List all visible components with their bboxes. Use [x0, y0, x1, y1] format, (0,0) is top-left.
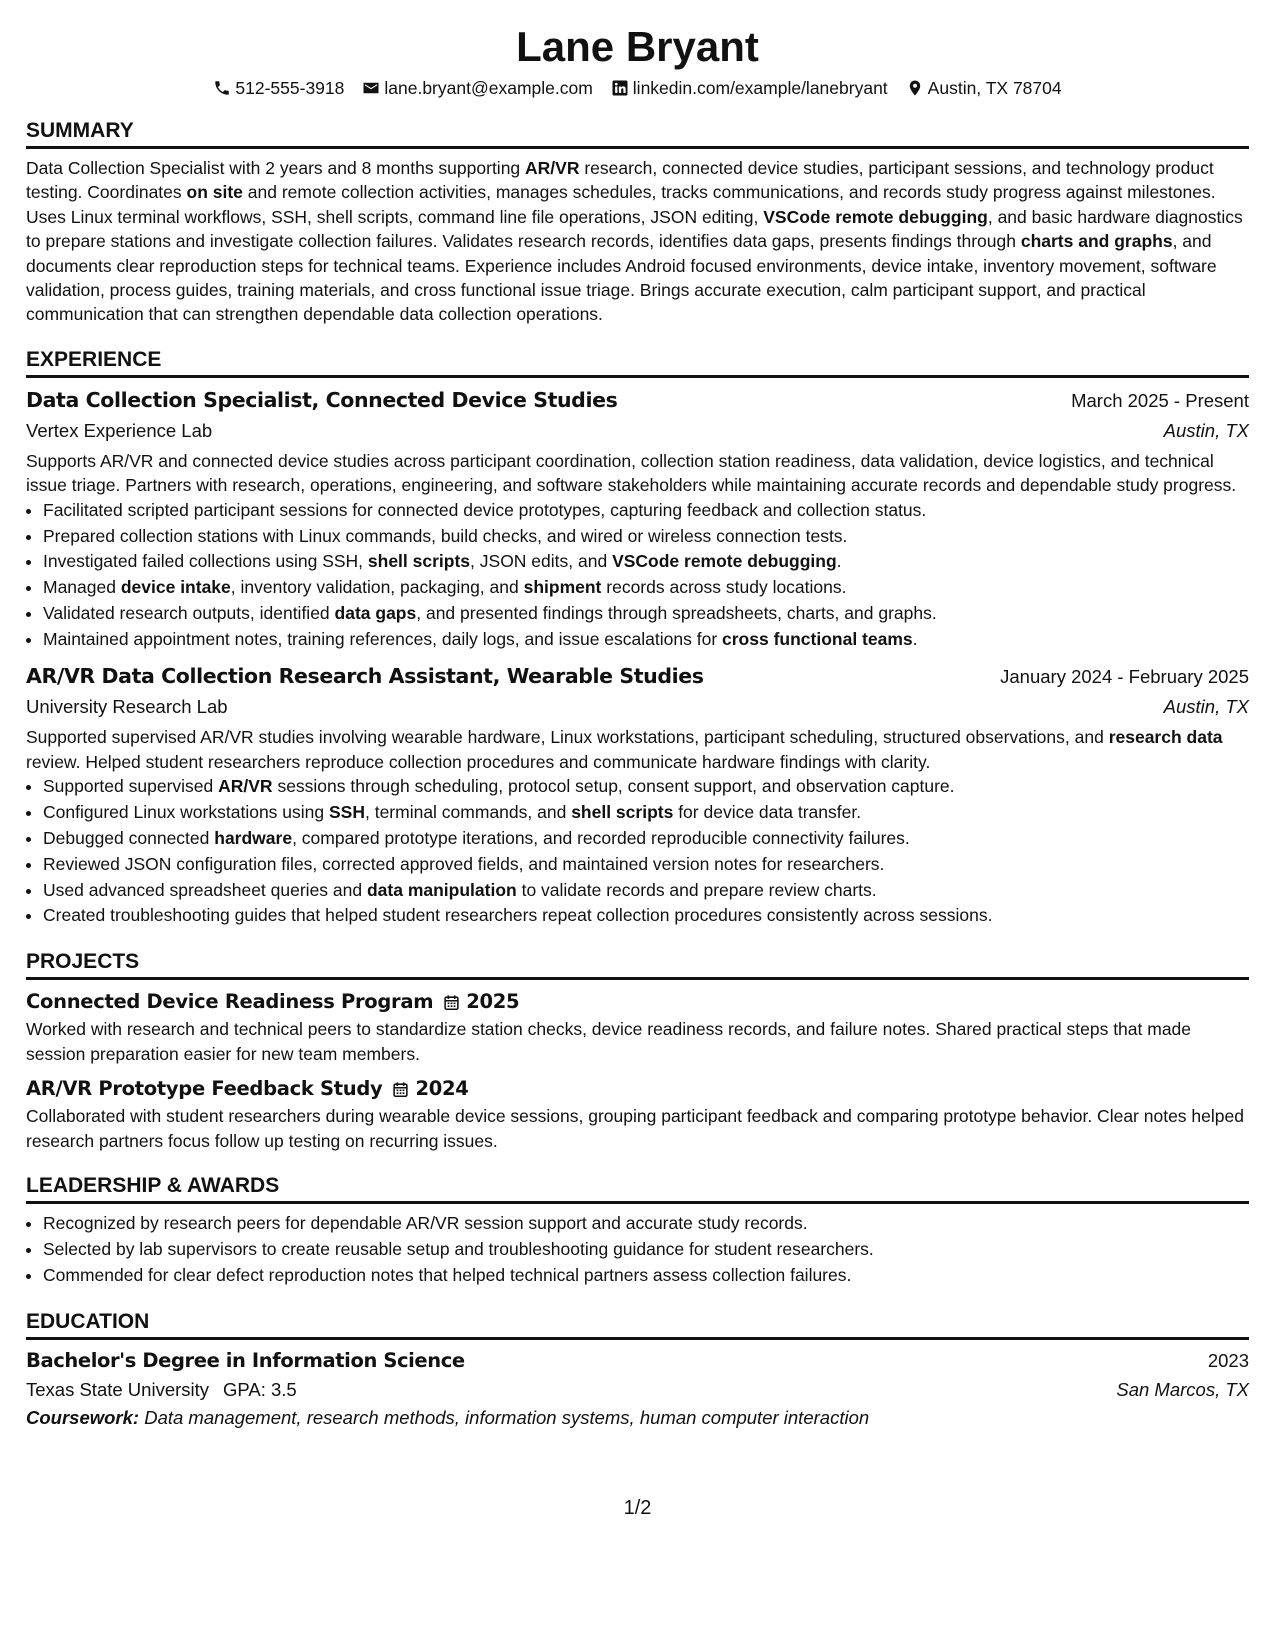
project-year: 2025: [466, 990, 520, 1014]
job-bullets: [26, 774, 1249, 929]
school-name: Texas State University: [26, 1378, 210, 1400]
contact-linkedin[interactable]: [611, 76, 888, 100]
job-dates: January 2024 - February 2025: [1000, 666, 1249, 688]
list-item: • Configured Linux workstations using SSH, terminal commands, and shell scripts for device data transfer.: [43, 800, 1249, 826]
gpa: GPA: 3.5: [223, 1378, 297, 1400]
job-company: Vertex Experience Lab: [26, 419, 213, 441]
leadership-list: [26, 1211, 1249, 1289]
education-heading: EDUCATION: [26, 1309, 1249, 1340]
job-company: University Research Lab: [26, 696, 228, 718]
list-item: • Maintained appointment notes, training references, daily logs, and issue escalations for cross functional teams.: [43, 627, 1249, 653]
summary-text: Data Collection Specialist with 2 years and 8 months supporting AR/VR research, connected device studies, participant sessions, and technology product testing. Coordinates on site and remote collection activities, manages schedules, tracks communications, and records study progress against milestones. Uses Linux terminal workflows, SSH, shell scripts, command line file operations, JSON editing, VSCode remote debugging, and basic hardware diagnostics to prepare stations and investigate collection failures. Validates research records, identifies data gaps, presents findings through charts and graphs, and documents clear reproduction steps for technical teams. Experience includes Android focused environments, device intake, inventory movement, software validation, process guides, training materials, and cross functional issue triage. Brings accurate execution, calm participant support, and practical communication that can strengthen dependable data collection operations.: [26, 158, 1243, 325]
job-location: Austin, TX: [1163, 696, 1249, 718]
email-text: lane.bryant@example.com: [384, 78, 593, 98]
list-item: • Facilitated scripted participant sessions for connected device prototypes, capturing feedback and collection status.: [43, 498, 1249, 524]
location-icon: [906, 79, 924, 97]
project-name: AR/VR Prototype Feedback Study: [26, 1077, 383, 1101]
project-name: Connected Device Readiness Program: [26, 990, 434, 1014]
phone-text: 512-555-3918: [235, 78, 345, 98]
coursework: [26, 1404, 1249, 1432]
projects-list: [26, 987, 1249, 1153]
projects-heading: PROJECTS: [26, 949, 1249, 980]
project-entry: [26, 1074, 1249, 1153]
job-dates: March 2025 - Present: [1071, 389, 1249, 411]
list-item: • Investigated failed collections using SSH, shell scripts, JSON edits, and VSCode remote debugging.: [43, 549, 1249, 575]
job-description: Supports AR/VR and connected device studies across participant coordination, collection station readiness, data validation, device logistics, and technical issue triage. Partners with research, operations, engineering, and software stakeholders while maintaining accurate records and dependable study progress.: [26, 450, 1237, 496]
experience-heading: EXPERIENCE: [26, 347, 1249, 378]
job-title: Data Collection Specialist, Connected Device Studies: [26, 387, 618, 412]
resume-page: [26, 18, 1249, 1432]
linkedin-text: linkedin.com/example/lanebryant: [632, 78, 888, 98]
list-item: • Managed device intake, inventory validation, packaging, and shipment records across study locations.: [43, 575, 1249, 601]
list-item: • Used advanced spreadsheet queries and data manipulation to validate records and prepare review charts.: [43, 878, 1249, 904]
coursework-label: Coursework:: [26, 1406, 140, 1428]
education-entry: [26, 1347, 1249, 1432]
project-description: Worked with research and technical peers to standardize station checks, device readiness records, and failure notes. Shared practical steps that made session preparation easier for new team members.: [26, 1019, 1192, 1064]
contact-bar: [26, 76, 1249, 100]
list-item: • Supported supervised AR/VR sessions through scheduling, protocol setup, consent support, and observation capture.: [43, 774, 1249, 800]
calendar-icon: [392, 1081, 409, 1098]
summary-heading: SUMMARY: [26, 118, 1249, 149]
mail-icon: [362, 79, 380, 97]
graduation-year: 2023: [1207, 1349, 1249, 1371]
project-description: Collaborated with student researchers during wearable device sessions, grouping participant feedback and comparing prototype behavior. Clear notes helped research partners focus follow up testing on recurring issues.: [26, 1106, 1244, 1151]
contact-email[interactable]: [362, 76, 592, 100]
list-item: • Selected by lab supervisors to create reusable setup and troubleshooting guidance for student researchers.: [43, 1237, 1249, 1263]
page-number: 1/2: [623, 1497, 652, 1519]
location-text: Austin, TX 78704: [927, 78, 1062, 98]
job-title: AR/VR Data Collection Research Assistant, Wearable Studies: [26, 664, 704, 689]
job-entry: [26, 661, 1249, 929]
list-item: • Created troubleshooting guides that helped student researchers repeat collection procedures consistently across sessions.: [43, 903, 1249, 929]
phone-icon: [213, 79, 231, 97]
job-location: Austin, TX: [1163, 419, 1249, 441]
job-entry: [26, 385, 1249, 653]
project-year: 2024: [415, 1077, 469, 1101]
list-item: • Validated research outputs, identified data gaps, and presented findings through spreadsheets, charts, and graphs.: [43, 601, 1249, 627]
calendar-icon: [443, 994, 460, 1011]
candidate-name: Lane Bryant: [516, 23, 759, 70]
list-item: • Debugged connected hardware, compared prototype iterations, and recorded reproducible connectivity failures.: [43, 826, 1249, 852]
leadership-heading: LEADERSHIP & AWARDS: [26, 1173, 1249, 1204]
job-bullets: [26, 498, 1249, 653]
coursework-text: Data management, research methods, information systems, human computer interaction: [139, 1406, 870, 1428]
list-item: • Commended for clear defect reproduction notes that helped technical partners assess collection failures.: [43, 1263, 1249, 1289]
contact-phone[interactable]: [213, 76, 344, 100]
list-item: • Prepared collection stations with Linux commands, build checks, and wired or wireless connection tests.: [43, 524, 1249, 550]
job-description: Supported supervised AR/VR studies involving wearable hardware, Linux workstations, participant scheduling, structured observations, and research data review. Helped student researchers reproduce collection procedures and communicate hardware findings with clarity.: [26, 727, 1223, 772]
degree: Bachelor's Degree in Information Science: [26, 1348, 465, 1372]
list-item: • Reviewed JSON configuration files, corrected approved fields, and maintained version notes for researchers.: [43, 852, 1249, 878]
linkedin-icon: [611, 79, 629, 97]
list-item: • Recognized by research peers for dependable AR/VR session support and accurate study records.: [43, 1211, 1249, 1237]
experience-list: [26, 385, 1249, 930]
school-location: San Marcos, TX: [1116, 1378, 1249, 1400]
project-entry: [26, 987, 1249, 1066]
contact-location: [906, 76, 1062, 100]
